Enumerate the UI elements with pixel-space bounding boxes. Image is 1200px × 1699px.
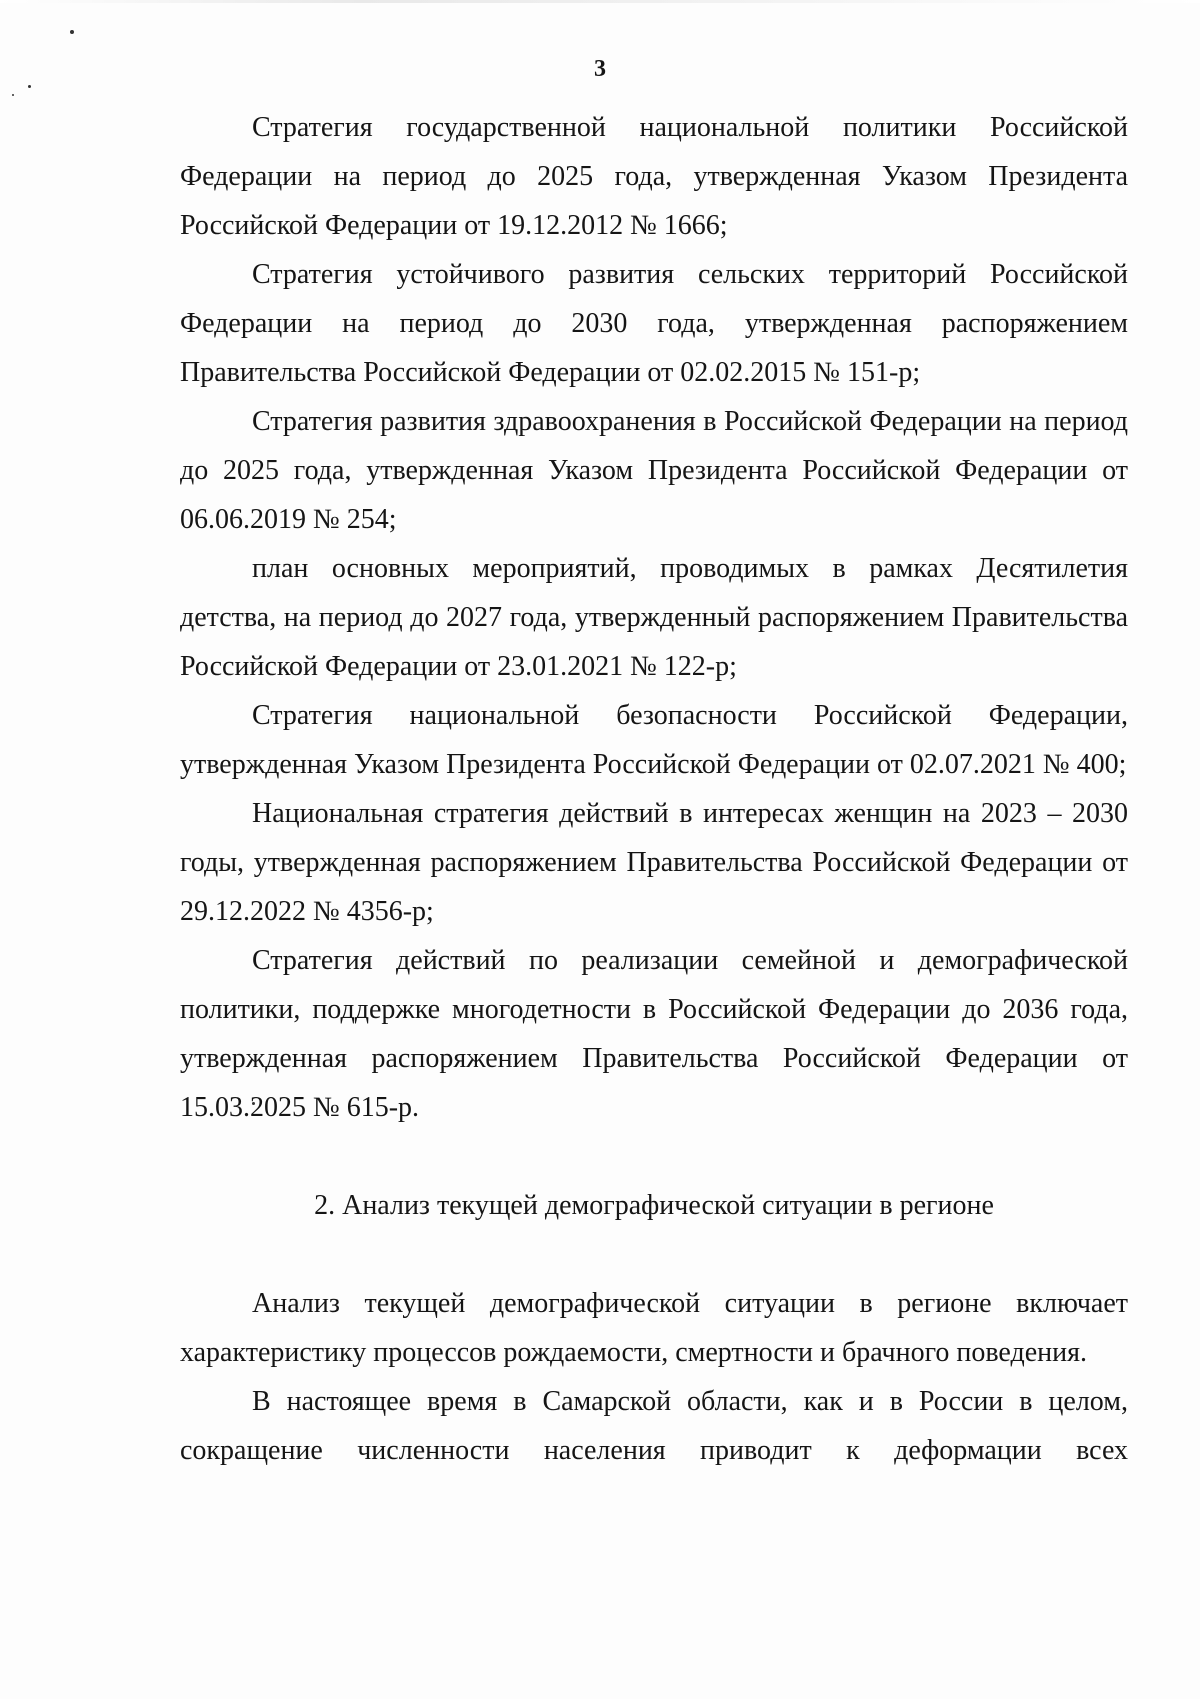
- page-number: 3: [594, 56, 606, 82]
- paragraph-national-security-strategy: Стратегия национальной безопасности Российской Федерации, утвержденная Указом Президента Российской Федерации от 02.07.2021 № 400;: [180, 700, 1128, 780]
- scan-speck: [70, 30, 74, 34]
- paragraph-strategy-healthcare: Стратегия развития здравоохранения в Российской Федерации на период до 2025 года, утвержденная Указом Президента Российской Федерации от 06.06.2019 № 254;: [180, 406, 1128, 535]
- paragraph-samara-region: В настоящее время в Самарской области, как и в России в целом, сокращение численности населения приводит к деформации всех: [180, 1386, 1128, 1466]
- paragraph-women-strategy: Национальная стратегия действий в интересах женщин на 2023 – 2030 годы, утвержденная распоряжением Правительства Российской Федерации от 29.12.2022 № 4356-р;: [180, 798, 1128, 927]
- paragraph-family-demographic-strategy: Стратегия действий по реализации семейной и демографической политики, поддержке многодетности в Российской Федерации до 2036 года, утвержденная распоряжением Правительства Российской Федерации от 15.03.2025 № 615-р.: [180, 945, 1128, 1123]
- document-body: [180, 103, 1128, 1475]
- scan-speck: [12, 94, 14, 96]
- section-heading: 2. Анализ текущей демографической ситуации в регионе: [314, 1190, 994, 1221]
- paragraph-analysis-intro: Анализ текущей демографической ситуации в регионе включает характеристику процессов рождаемости, смертности и брачного поведения.: [180, 1288, 1128, 1368]
- paragraph-strategy-rural-territories: Стратегия устойчивого развития сельских территорий Российской Федерации на период до 2030 года, утвержденная распоряжением Правительства Российской Федерации от 02.02.2015 № 151-р;: [180, 259, 1128, 388]
- paragraph-decade-of-childhood-plan: план основных мероприятий, проводимых в рамках Десятилетия детства, на период до 2027 года, утвержденный распоряжением Правительства Российской Федерации от 23.01.2021 № 122-р;: [180, 553, 1128, 682]
- scan-speck: [28, 85, 31, 88]
- scan-edge: [0, 0, 1200, 3]
- paragraph-strategy-national-policy: Стратегия государственной национальной политики Российской Федерации на период до 2025 года, утвержденная Указом Президента Российской Федерации от 19.12.2012 № 1666;: [180, 112, 1128, 241]
